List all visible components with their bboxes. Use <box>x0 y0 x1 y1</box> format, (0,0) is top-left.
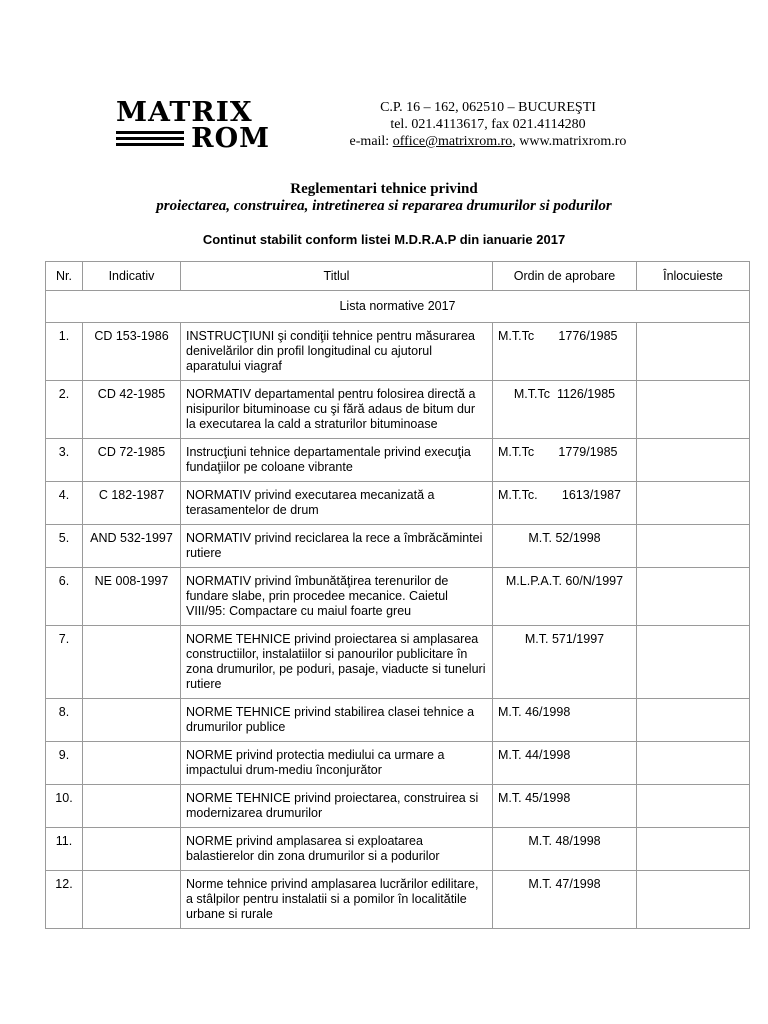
header-indicativ: Indicativ <box>83 262 181 291</box>
cell-ordin: M.T.Tc 1776/1985 <box>493 323 637 381</box>
cell-indicativ <box>83 785 181 828</box>
table-row <box>46 381 750 439</box>
table-row <box>46 482 750 525</box>
contact-block <box>318 99 658 150</box>
cell-ordin: M.L.P.A.T. 60/N/1997 <box>493 568 637 626</box>
cell-titlul: NORME privind protectia mediului ca urmare a impactului drum-mediu înconjurător <box>181 742 493 785</box>
contact-phone-fax: tel. 021.4113617, fax 021.4114280 <box>390 117 586 132</box>
header-titlul: Titlul <box>181 262 493 291</box>
document-title: Reglementari tehnice privind <box>290 181 478 197</box>
cell-titlul: Norme tehnice privind amplasarea lucrărilor edilitare, a stâlpilor pentru instalatii si a pomilor în localitătile urbane si rurale <box>181 871 493 929</box>
cell-nr: 7. <box>46 626 83 699</box>
cell-indicativ: CD 72-1985 <box>83 439 181 482</box>
cell-inlocuieste <box>637 742 750 785</box>
table-row <box>46 699 750 742</box>
cell-indicativ <box>83 871 181 929</box>
cell-nr: 2. <box>46 381 83 439</box>
cell-indicativ <box>83 742 181 785</box>
cell-ordin: M.T. 47/1998 <box>493 871 637 929</box>
regulations-table <box>45 261 750 929</box>
cell-ordin: M.T.Tc 1779/1985 <box>493 439 637 482</box>
table-row <box>46 785 750 828</box>
table-row <box>46 323 750 381</box>
table-row <box>46 525 750 568</box>
cell-nr: 5. <box>46 525 83 568</box>
cell-titlul: NORMATIV privind executarea mecanizată a terasamentelor de drum <box>181 482 493 525</box>
logo-word-matrix: MATRIX <box>116 97 253 128</box>
cell-indicativ <box>83 828 181 871</box>
table-row <box>46 439 750 482</box>
cell-indicativ: AND 532-1997 <box>83 525 181 568</box>
cell-ordin: M.T. 52/1998 <box>493 525 637 568</box>
cell-indicativ: CD 42-1985 <box>83 381 181 439</box>
cell-inlocuieste <box>637 381 750 439</box>
cell-titlul: INSTRUCŢIUNI şi condiţii tehnice pentru măsurarea denivelărilor din profil longitudinal cu ajutorul aparatului viagraf <box>181 323 493 381</box>
logo-bars <box>116 131 184 149</box>
cell-inlocuieste <box>637 323 750 381</box>
cell-nr: 12. <box>46 871 83 929</box>
section-title: Lista normative 2017 <box>46 291 750 323</box>
cell-inlocuieste <box>637 568 750 626</box>
email-label: e-mail: <box>349 134 393 149</box>
table-row <box>46 568 750 626</box>
table-row <box>46 871 750 929</box>
table-row <box>46 828 750 871</box>
header-ordin: Ordin de aprobare <box>493 262 637 291</box>
cell-nr: 4. <box>46 482 83 525</box>
document-note: Continut stabilit conform listei M.D.R.A.P din ianuarie 2017 <box>202 232 566 247</box>
cell-ordin: M.T. 46/1998 <box>493 699 637 742</box>
cell-titlul: NORMATIV privind îmbunătăţirea terenurilor de fundare slabe, prin procedee mecanice. Caietul VIII/95: Compactare cu maiul foarte greu <box>181 568 493 626</box>
cell-ordin: M.T. 45/1998 <box>493 785 637 828</box>
section-row <box>46 291 750 323</box>
cell-inlocuieste <box>637 439 750 482</box>
cell-nr: 8. <box>46 699 83 742</box>
table-row <box>46 626 750 699</box>
cell-inlocuieste <box>637 871 750 929</box>
cell-nr: 9. <box>46 742 83 785</box>
website-text: , www.matrixrom.ro <box>512 134 627 149</box>
cell-inlocuieste <box>637 482 750 525</box>
cell-inlocuieste <box>637 626 750 699</box>
cell-indicativ <box>83 626 181 699</box>
cell-inlocuieste <box>637 828 750 871</box>
cell-titlul: NORME TEHNICE privind stabilirea clasei tehnice a drumurilor publice <box>181 699 493 742</box>
cell-ordin: M.T. 48/1998 <box>493 828 637 871</box>
cell-titlul: NORME TEHNICE privind proiectarea si amplasarea constructiilor, instalatiilor si panourilor publicitare în zona drumurilor, pe poduri, pasaje, viaducte si tuneluri rutiere <box>181 626 493 699</box>
cell-nr: 1. <box>46 323 83 381</box>
header-nr: Nr. <box>46 262 83 291</box>
header-inlocuieste: Înlocuieste <box>637 262 750 291</box>
cell-indicativ <box>83 699 181 742</box>
matrixrom-logo <box>116 99 270 153</box>
cell-inlocuieste <box>637 525 750 568</box>
cell-nr: 3. <box>46 439 83 482</box>
document-subtitle: proiectarea, construirea, intretinerea si repararea drumurilor si podurilor <box>156 198 612 214</box>
cell-inlocuieste <box>637 699 750 742</box>
cell-indicativ: CD 153-1986 <box>83 323 181 381</box>
cell-nr: 6. <box>46 568 83 626</box>
cell-titlul: Instrucţiuni tehnice departamentale privind execuţia fundaţiilor pe coloane vibrante <box>181 439 493 482</box>
cell-titlul: NORMATIV departamental pentru folosirea directă a nisipurilor bituminoase cu şi fără adaus de bitum dur la executarea la cald a straturilor bituminoase <box>181 381 493 439</box>
cell-nr: 10. <box>46 785 83 828</box>
cell-indicativ: NE 008-1997 <box>83 568 181 626</box>
cell-titlul: NORME TEHNICE privind proiectarea, construirea si modernizarea drumurilor <box>181 785 493 828</box>
cell-ordin: M.T. 44/1998 <box>493 742 637 785</box>
table-header-row <box>46 262 750 291</box>
contact-address: C.P. 16 – 162, 062510 – BUCUREŞTI <box>380 100 596 115</box>
logo-word-rom: ROM <box>191 123 270 154</box>
cell-inlocuieste <box>637 785 750 828</box>
table-row <box>46 742 750 785</box>
contact-email-web <box>318 133 658 150</box>
cell-nr: 11. <box>46 828 83 871</box>
cell-titlul: NORMATIV privind reciclarea la rece a îmbrăcămintei rutiere <box>181 525 493 568</box>
cell-ordin: M.T. 571/1997 <box>493 626 637 699</box>
email-link[interactable]: office@matrixrom.ro <box>392 134 513 149</box>
cell-ordin: M.T.Tc. 1613/1987 <box>493 482 637 525</box>
cell-ordin: M.T.Tc 1126/1985 <box>493 381 637 439</box>
cell-titlul: NORME privind amplasarea si exploatarea balastierelor din zona drumurilor si a podurilor <box>181 828 493 871</box>
cell-indicativ: C 182-1987 <box>83 482 181 525</box>
